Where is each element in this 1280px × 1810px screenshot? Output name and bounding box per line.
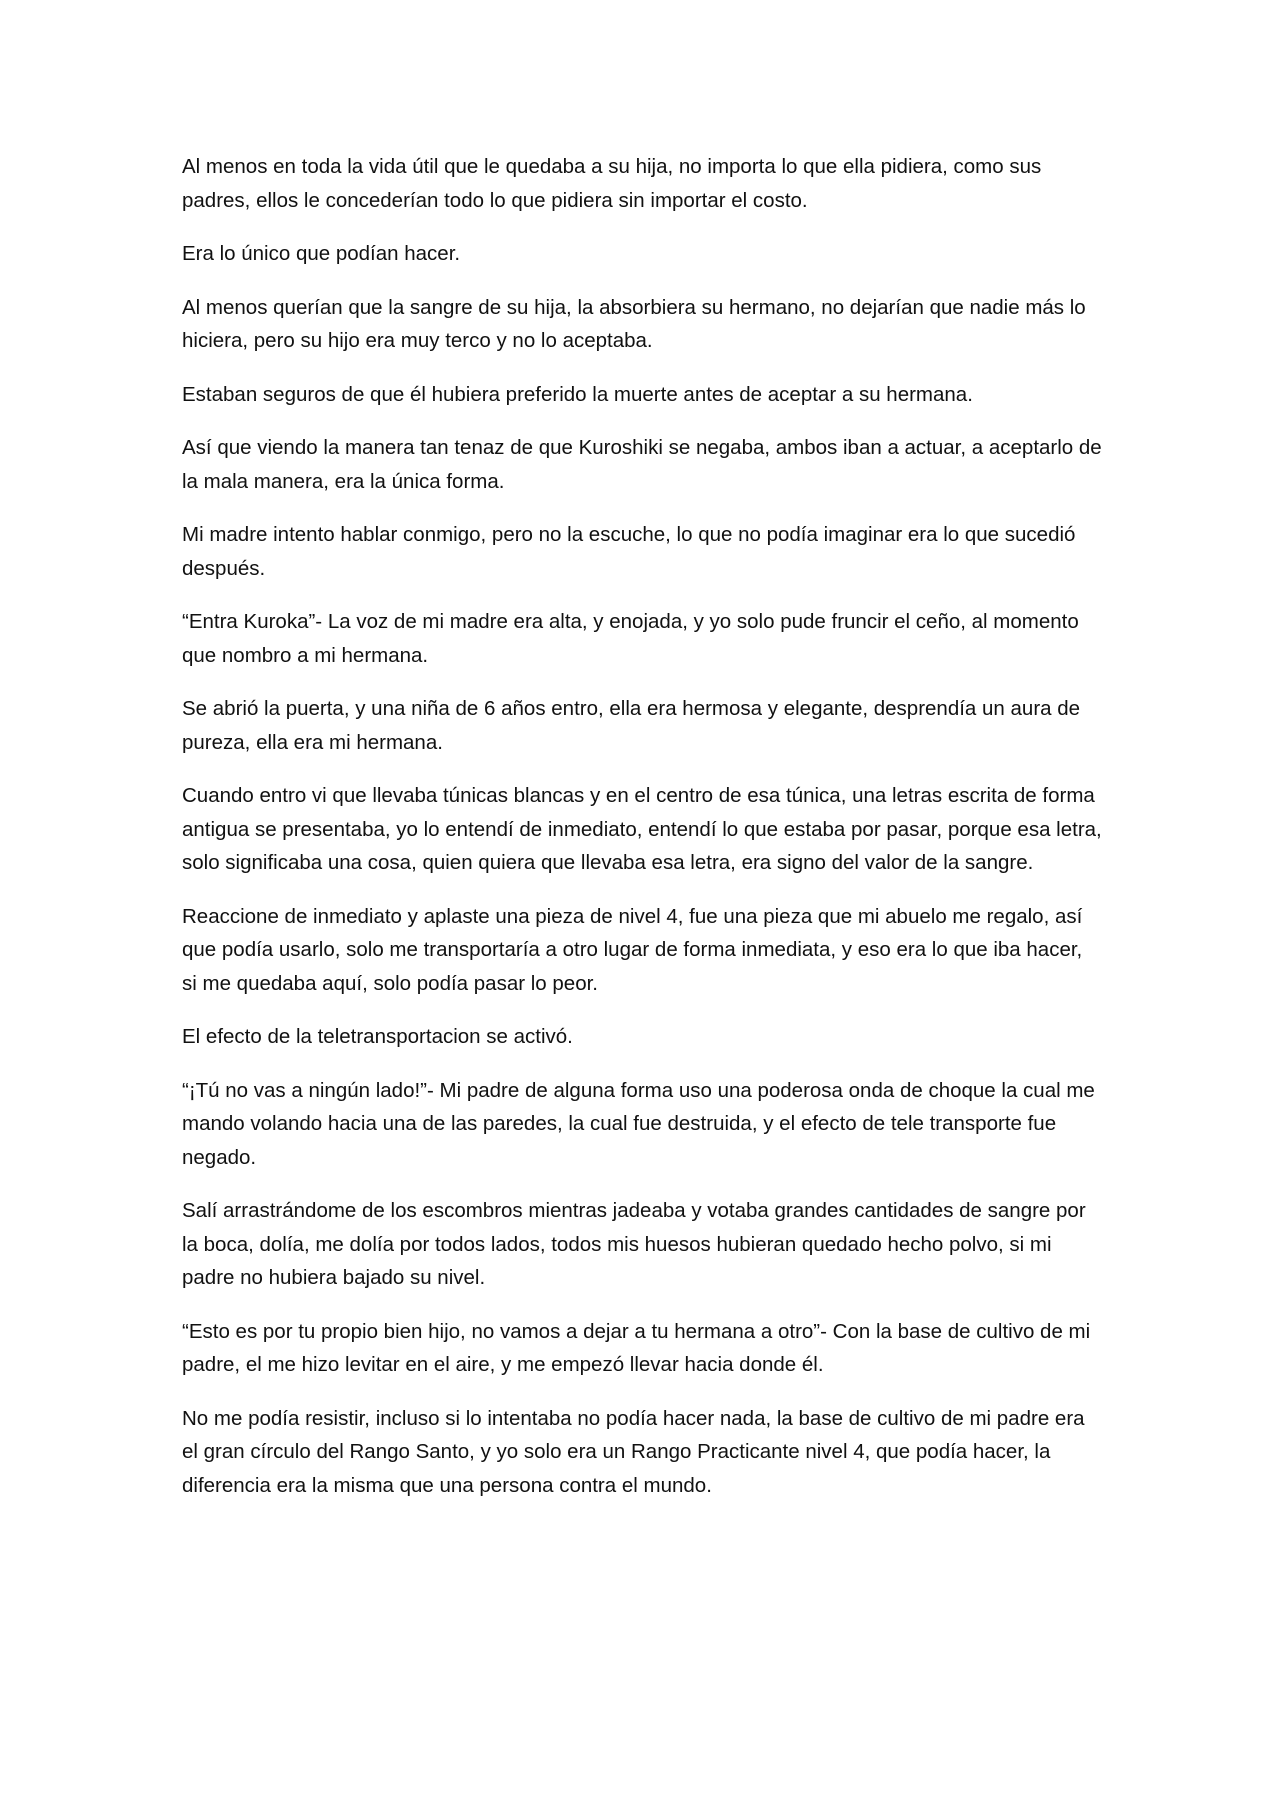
paragraph: Cuando entro vi que llevaba túnicas blancas y en el centro de esa túnica, una letras escrita de forma antigua se presentaba, yo lo entendí de inmediato, entendí lo que estaba por pasar, porque esa letra, solo significaba una cosa, quien quiera que llevaba esa letra, era signo del valor de la sangre. bbox=[182, 784, 1102, 874]
paragraph: Así que viendo la manera tan tenaz de que Kuroshiki se negaba, ambos iban a actuar, a aceptarlo de la mala manera, era la única forma. bbox=[182, 436, 1102, 493]
paragraph: No me podía resistir, incluso si lo intentaba no podía hacer nada, la base de cultivo de mi padre era el gran círculo del Rango Santo, y yo solo era un Rango Practicante nivel 4, que podía hacer, la diferencia era la misma que una persona contra el mundo. bbox=[182, 1406, 1085, 1497]
paragraph: “¡Tú no vas a ningún lado!”- Mi padre de alguna forma uso una poderosa onda de choque la cual me mando volando hacia una de las paredes, la cual fue destruida, y el efecto de tele transporte fue negado. bbox=[182, 1078, 1095, 1169]
paragraph: Reaccione de inmediato y aplaste una pieza de nivel 4, fue una pieza que mi abuelo me regalo, así que podía usarlo, solo me transportaría a otro lugar de forma inmediata, y eso era lo que iba hacer, si me quedaba aquí, solo podía pasar lo peor. bbox=[182, 904, 1083, 995]
paragraph: Mi madre intento hablar conmigo, pero no la escuche, lo que no podía imaginar era lo que sucedió después. bbox=[182, 523, 1076, 580]
paragraph: Se abrió la puerta, y una niña de 6 años entro, ella era hermosa y elegante, desprendía un aura de pureza, ella era mi hermana. bbox=[182, 697, 1081, 754]
paragraph: El efecto de la teletransportacion se activó. bbox=[182, 1025, 573, 1048]
paragraph: “Entra Kuroka”- La voz de mi madre era alta, y enojada, y yo solo pude fruncir el ceño, al momento que nombro a mi hermana. bbox=[182, 610, 1079, 667]
document-body bbox=[182, 150, 1102, 1522]
paragraph: Al menos en toda la vida útil que le quedaba a su hija, no importa lo que ella pidiera, como sus padres, ellos le concederían todo lo que pidiera sin importar el costo. bbox=[182, 155, 1042, 212]
paragraph: Al menos querían que la sangre de su hija, la absorbiera su hermano, no dejarían que nadie más lo hiciera, pero su hijo era muy terco y no lo aceptaba. bbox=[182, 295, 1086, 352]
paragraph: Estaban seguros de que él hubiera preferido la muerte antes de aceptar a su hermana. bbox=[182, 382, 973, 406]
paragraph: Salí arrastrándome de los escombros mientras jadeaba y votaba grandes cantidades de sangre por la boca, dolía, me dolía por todos lados, todos mis huesos hubieran quedado hecho polvo, si mi padre no hubiera bajado su nivel. bbox=[182, 1199, 1086, 1289]
paragraph: Era lo único que podían hacer. bbox=[182, 242, 461, 265]
paragraph: “Esto es por tu propio bien hijo, no vamos a dejar a tu hermana a otro”- Con la base de cultivo de mi padre, el me hizo levitar en el aire, y me empezó llevar hacia donde él. bbox=[182, 1319, 1091, 1376]
